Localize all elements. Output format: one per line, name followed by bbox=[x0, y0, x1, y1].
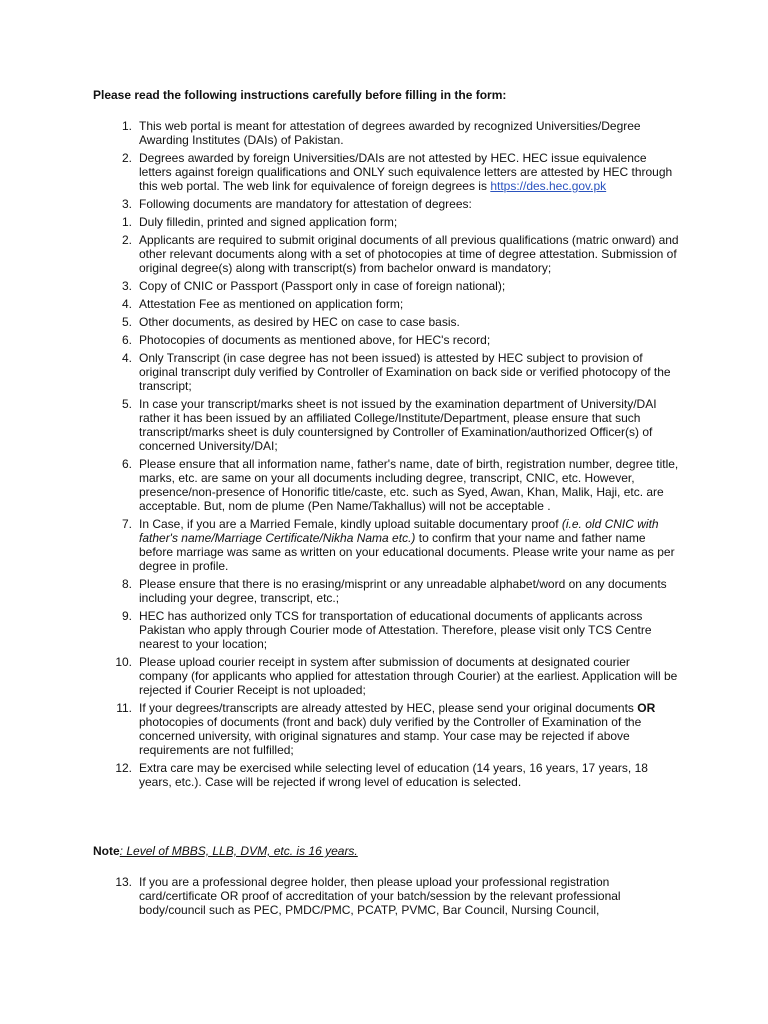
item-text: This web portal is meant for attestation of degrees awarded by recognized Universities/Degree Awarding Institutes (DAIs) of Pakistan. bbox=[139, 119, 641, 147]
list-item bbox=[0, 119, 768, 147]
item-text: HEC has authorized only TCS for transportation of educational documents of applicants across Pakistan who apply through Courier mode of Attestation. Therefore, please visit only TCS Centre nearest to your location; bbox=[139, 609, 652, 651]
list-item bbox=[0, 333, 768, 347]
item-text: Duly filledin, printed and signed application form; bbox=[139, 215, 398, 229]
item-number: 7. bbox=[121, 517, 132, 531]
item-text: Please upload courier receipt in system after submission of documents at designated courier company (for applicants who applied for attestation through Courier) at the earliest. Application will be rejected if Courier Receipt is not uploaded; bbox=[139, 655, 678, 697]
list-item bbox=[0, 197, 768, 211]
item-text: Other documents, as desired by HEC on case to case basis. bbox=[139, 315, 460, 329]
item-number: 10. bbox=[115, 655, 132, 669]
item-number: 2. bbox=[121, 233, 132, 247]
item-text-bold: OR bbox=[637, 701, 656, 715]
item-number: 3. bbox=[121, 279, 132, 293]
item-number: 1. bbox=[121, 215, 132, 229]
list-item bbox=[0, 761, 768, 789]
item-text: Extra care may be exercised while selecting level of education (14 years, 16 years, 17 years, 18 years, etc.). Case will be rejected if wrong level of education is selected. bbox=[139, 761, 648, 789]
list-item bbox=[0, 315, 768, 329]
item-text: If you are a professional degree holder, then please upload your professional registration card/certificate OR proof of accreditation of your batch/session by the relevant professional body/council such as PEC, PMDC/PMC, PCATP, PVMC, Bar Council, Nursing Council, bbox=[139, 875, 621, 917]
note-text: : Level of MBBS, LLB, DVM, etc. is 16 years. bbox=[119, 844, 358, 858]
item-number: 5. bbox=[121, 397, 132, 411]
item-text-post: to confirm that your name and father name before marriage was same as written on your educational documents. Please write your name as per degree in profile. bbox=[139, 531, 675, 573]
item-number: 5. bbox=[121, 315, 132, 329]
item-text-post: photocopies of documents (front and back) duly verified by the Controller of Examination of the concerned university, with original signatures and stamp. Your case may be rejected if above requirements are not fulfilled; bbox=[139, 715, 642, 757]
instructions-heading: Please read the following instructions carefully before filling in the form: bbox=[93, 88, 507, 102]
list-item bbox=[0, 233, 768, 275]
item-number: 8. bbox=[121, 577, 132, 591]
list-item bbox=[0, 215, 768, 229]
item-number: 13. bbox=[115, 875, 132, 889]
list-item bbox=[0, 351, 768, 393]
item-number: 1. bbox=[121, 119, 132, 133]
item-number: 6. bbox=[121, 333, 132, 347]
list-item bbox=[0, 875, 768, 917]
item-text: Copy of CNIC or Passport (Passport only in case of foreign national); bbox=[139, 279, 506, 293]
list-item bbox=[0, 577, 768, 605]
list-item bbox=[0, 701, 768, 757]
item-text bbox=[139, 517, 679, 573]
item-text: Applicants are required to submit original documents of all previous qualifications (matric onward) and other relevant documents along with a set of photocopies at time of degree attestation. Submission of original degree(s) along with transcript(s) from bachelor onward is mandatory; bbox=[139, 233, 679, 275]
list-item bbox=[0, 655, 768, 697]
item-number: 4. bbox=[121, 297, 132, 311]
item-text-main: Degrees awarded by foreign Universities/DAIs are not attested by HEC. HEC issue equivalence letters against foreign qualifications and ONLY such equivalence letters are attested by HEC through this web portal. The web link for equivalence of foreign degrees is bbox=[139, 151, 673, 193]
item-number: 12. bbox=[115, 761, 132, 775]
note-line bbox=[93, 844, 693, 858]
item-text: Only Transcript (in case degree has not been issued) is attested by HEC subject to provision of original transcript duly verified by Controller of Examination on back side or verified photocopy of the transcript; bbox=[139, 351, 671, 393]
item-text-italic: (i.e. old CNIC with father's name/Marriage Certificate/Nikha Nama etc.) bbox=[139, 517, 659, 545]
instructions-list-continued bbox=[0, 875, 768, 921]
list-item bbox=[0, 279, 768, 293]
item-text: Attestation Fee as mentioned on application form; bbox=[139, 297, 404, 311]
item-text bbox=[139, 701, 679, 757]
note-label: Note bbox=[93, 844, 120, 858]
list-item bbox=[0, 517, 768, 573]
item-number: 11. bbox=[116, 701, 132, 715]
item-number: 2. bbox=[121, 151, 132, 165]
equivalence-link[interactable]: https://des.hec.gov.pk bbox=[490, 179, 607, 193]
list-item bbox=[0, 397, 768, 453]
item-text: Please ensure that there is no erasing/misprint or any unreadable alphabet/word on any documents including your degree, transcript, etc.; bbox=[139, 577, 667, 605]
item-text: Photocopies of documents as mentioned above, for HEC's record; bbox=[139, 333, 491, 347]
item-number: 9. bbox=[121, 609, 132, 623]
list-item bbox=[0, 297, 768, 311]
item-text: In case your transcript/marks sheet is not issued by the examination department of University/DAI rather it has been issued by an affiliated College/Institute/Department, please ensure that such transcript/marks sheet is duly countersigned by Controller of Examination/authorized Officer(s) of concerned University/DAI; bbox=[139, 397, 657, 453]
list-item bbox=[0, 609, 768, 651]
list-item bbox=[0, 151, 768, 193]
item-text-pre: In Case, if you are a Married Female, kindly upload suitable documentary proof bbox=[139, 517, 562, 531]
item-number: 3. bbox=[121, 197, 132, 211]
item-text: Following documents are mandatory for attestation of degrees: bbox=[139, 197, 472, 211]
instructions-list bbox=[0, 119, 768, 793]
item-number: 4. bbox=[121, 351, 132, 365]
item-text bbox=[139, 151, 679, 193]
item-text: Please ensure that all information name, father's name, date of birth, registration number, degree title, marks, etc. are same on your all documents including degree, transcript, CNIC, etc. However, presence/non-presence of Honorific title/caste, etc. such as Syed, Awan, Khan, Malik, Haji, etc. are acceptable. But, nom de plume (Pen Name/Takhallus) will not be acceptable . bbox=[139, 457, 679, 513]
list-item bbox=[0, 457, 768, 513]
item-number: 6. bbox=[121, 457, 132, 471]
item-text-pre: If your degrees/transcripts are already attested by HEC, please send your original documents bbox=[139, 701, 638, 715]
